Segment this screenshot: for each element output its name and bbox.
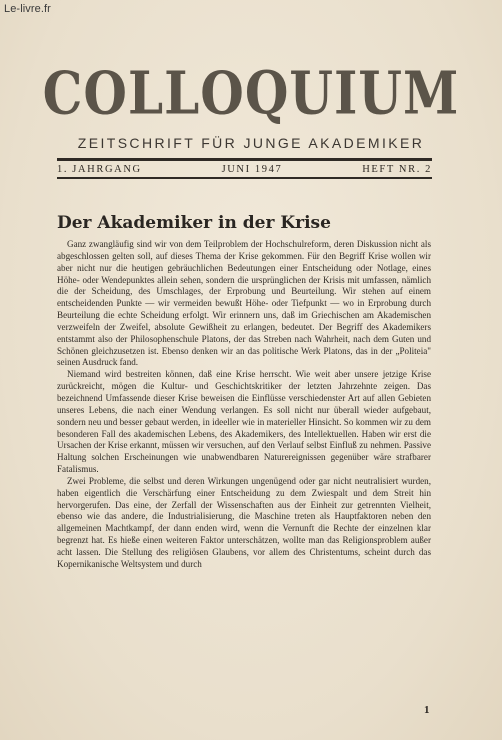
article-paragraph: Ganz zwangläufig sind wir von dem Teilproblem der Hochschulreform, deren Diskussion nicht als abgeschlossen gelten soll, auf dieses Thema der Krise gekommen. Für den Begriff Krise wollen wir aber nicht nur die heutigen gebräuchlichen Bedeutungen einer Entscheidung oder Notlage, eines Höhe- oder Wendepunktes allein sehen, sondern die ursprünglichen der Krisis mit umfassen, nämlich die der Scheidung, des Umschlages, der Erprobung und Beurteilung. Wir stehen auf einem entscheidenden Punkte — wir vermeiden bewußt Höhe- oder Tiefpunkt — wo in Erprobung durch Beurteilung die echte Scheidung erfolgt. Wir erinnern uns, daß im Griechischen am Akademischen verzweifeln der Zweifel, absolute Gewißheit zu erlangen, bedeutet. Der Begriff des Akademikers entstammt also der Philosophenschule Platons, der das Streben nach Wahrheit, nach dem Guten und Schönen gleichzusetzen ist. Ebenso denken wir an das politische Werk Platons, das in der „Politeia" seinen Ausdruck fand. [57,239,431,368]
bottom-rule [57,177,432,179]
issue-number: HEFT NR. 2 [362,164,432,175]
watermark: Le-livre.fr [4,3,51,15]
issue-info [57,163,432,176]
masthead-title: COLLOQUIUM [42,58,460,128]
issue-volume: 1. JAHRGANG [57,164,142,175]
article-paragraph: Niemand wird bestreiten können, daß eine Krise herrscht. Wie weit aber unsere jetzige Krise zurückreicht, mögen die Kultur- und Geschichtskritiker der letzten Jahrzehnte zeigen. Das bezeichnend Umfassende dieser Krise beweisen die Einflüsse verschiedenster Art auf allen Gebieten unseres Lebens, die nach einer Wendung verlangen. Es soll nicht nur überall wieder aufgebaut, sondern neu und besser gebaut werden, in ideeller wie in materieller Hinsicht. So kommen wir zu dem besonderen Fall des akademischen Lebens, des Akademikers, des Intellektuellen. Haben wir erst die Ursachen der Krise erkannt, müssen wir versuchen, auf den Verlauf selbst Einfluß zu nehmen. Passive Haltung solchen Erscheinungen wie unabwendbaren Naturereignissen gegenüber wäre strafbarer Fatalismus. [57,369,431,475]
issue-date: JUNI 1947 [221,164,283,175]
page-number: 1 [424,704,430,716]
article-body [57,239,431,571]
top-rule [57,158,432,161]
masthead-subtitle: ZEITSCHRIFT FÜR JUNGE AKADEMIKER [77,135,425,151]
article-paragraph: Zwei Probleme, die selbst und deren Wirkungen ungenügend oder gar nicht neutralisiert wurden, haben eigentlich die Verschärfung einer Entscheidung zu dem Zwiespalt und dem Streit hin hervorgerufen. Das eine, der Zerfall der Wissenschaften aus der Einheit zur getrennten Vielheit, ebenso wie das andere, die Industrialisierung, die Maschine treten als Hauptfaktoren neben den allgemeinen Machtkampf, der dann enden wird, wenn die Vernunft die Rechte der einzelnen klar begrenzt hat. Es hieße einen weiteren Faktor unterschätzen, wollte man das Religionsproblem außer acht lassen. Die Stellung des religiösen Glaubens, vor allem des Christentums, scheint durch das Kopernikanische Weltsystem und durch [57,475,431,569]
article-title: Der Akademiker in der Krise [57,213,331,233]
